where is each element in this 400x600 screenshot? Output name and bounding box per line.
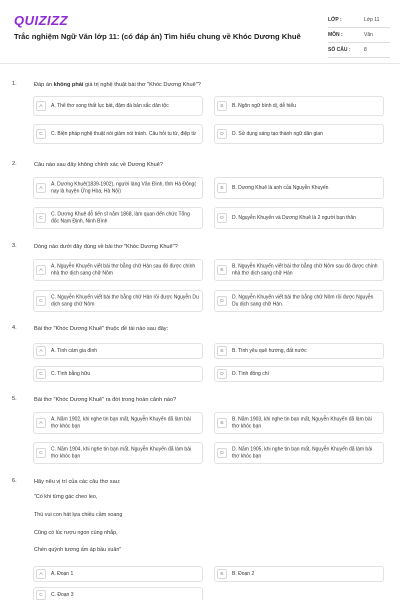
option-text: D. Tình đồng chí [232, 370, 269, 377]
question-number: 6. [12, 478, 17, 484]
q3-option-a[interactable] [33, 259, 203, 281]
option-letter: B [217, 265, 227, 275]
question-text-pre: Đáp án [34, 82, 54, 88]
option-letter: D [217, 213, 227, 223]
meta-count-value: 8 [364, 47, 367, 53]
q6-option-c[interactable] [33, 587, 203, 600]
option-text: D. Sử dụng sáng tạo thành ngữ dân gian [232, 130, 323, 137]
meta-subject-key: MÔN : [328, 32, 343, 38]
option-letter: C [36, 296, 46, 306]
option-letter: A [36, 183, 46, 193]
option-letter: C [36, 213, 46, 223]
option-text: B. Đoạn 2 [232, 570, 255, 577]
question-number: 5. [12, 396, 17, 402]
option-letter: C [36, 590, 46, 600]
option-text: C. Tình bằng hữu [51, 370, 91, 377]
q1-option-b[interactable] [214, 96, 384, 116]
q4-option-a[interactable] [33, 343, 203, 359]
option-text: A. Thể thơ song thất lục bát, đậm đà bản sắc dân tộc [51, 102, 169, 109]
q1-option-d[interactable] [214, 124, 384, 144]
option-text: C. Đoạn 3 [51, 591, 74, 598]
worksheet-title: Trắc nghiệm Ngữ Văn lớp 11: (có đáp án) Tìm hiểu chung về Khóc Dương Khuê [14, 32, 301, 41]
question-number: 3. [12, 243, 17, 249]
meta-grade-value: Lớp 11 [364, 17, 380, 23]
q1-option-c[interactable] [33, 124, 203, 144]
question-text: Bài thơ "Khóc Dương Khuê" ra đời trong hoàn cảnh nào? [34, 397, 177, 403]
q3-option-c[interactable] [33, 290, 203, 312]
verse-line: Cũng có lúc rượu ngon cùng nhắp, [34, 530, 118, 536]
meta-count-key: SỐ CÂU : [328, 47, 351, 53]
question-text: Dòng nào dưới đây đúng về bài thơ "Khóc Dương Khuê"? [34, 244, 178, 250]
option-text: A. Nguyễn Khuyến viết bài thơ bằng chữ Hán sau đó được chính nhà thơ dịch sang chữ Nôm [51, 263, 196, 276]
q6-option-a[interactable] [33, 566, 203, 582]
question-text: Câu nào sau đây không chính xác về Dương Khuê? [34, 162, 164, 168]
q3-option-d[interactable] [214, 290, 384, 312]
option-text: A. Dương Khuê(1839-1902), người làng Vân Đình, tỉnh Hà Đông( nay là huyện Ứng Hòa, Hà Nội) [51, 181, 197, 194]
option-letter: C [36, 369, 46, 379]
q6-option-b[interactable] [214, 566, 384, 582]
q2-option-c[interactable] [33, 207, 203, 229]
question-text-post: giá trị nghệ thuật bài thơ "Khóc Dương Khuê"? [83, 82, 201, 88]
option-letter: D [217, 129, 227, 139]
option-letter: A [36, 569, 46, 579]
verse-line: "Có khi từng gác cheo leo, [34, 494, 98, 500]
q4-option-c[interactable] [33, 366, 203, 382]
q2-option-d[interactable] [214, 207, 384, 229]
option-letter: A [36, 265, 46, 275]
option-letter: A [36, 346, 46, 356]
meta-subject [328, 29, 390, 43]
meta-grade [328, 14, 390, 28]
option-text: C. Nguyễn Khuyến viết bài thơ bằng chữ Hán rồi được Nguyễn Du dịch sang chữ Nôm [51, 294, 199, 307]
question-number: 1. [12, 81, 17, 87]
q5-option-b[interactable] [214, 412, 384, 434]
option-text: B. Tình yêu quê hương, đất nước [232, 347, 307, 354]
option-text: D. Năm 1905, khi nghe tin bạn mất, Nguyễn Khuyến đã làm bài thơ khóc bạn [232, 446, 373, 459]
option-text: A. Đoạn 1 [51, 570, 74, 577]
option-letter: B [217, 569, 227, 579]
question-number: 4. [12, 325, 17, 331]
option-letter: D [217, 296, 227, 306]
option-text: B. Ngôn ngữ bình dị, dễ hiểu [232, 102, 296, 109]
option-text: D. Nguyễn Khuyến và Dương Khuê là 2 người bạn thân [232, 214, 356, 221]
q2-option-b[interactable] [214, 177, 384, 199]
q5-option-c[interactable] [33, 442, 203, 464]
option-letter: A [36, 101, 46, 111]
option-text: B. Nguyễn Khuyến viết bài thơ bằng chữ Nôm sau đó được chính nhà thơ dịch sang chữ Hán [232, 263, 378, 276]
question-text-bold: không phải [53, 82, 84, 88]
q5-option-d[interactable] [214, 442, 384, 464]
q2-option-a[interactable] [33, 177, 203, 199]
option-text: B. Dương Khuê là anh của Nguyễn Khuyến [232, 184, 329, 191]
verse-line: Chén quỳnh tương ấm áp bầu xuân" [34, 547, 122, 553]
option-letter: B [217, 183, 227, 193]
option-text: C. Biện pháp nghệ thuật nói giảm nói tránh. Câu hỏi tu từ, điệp từ [51, 130, 197, 137]
option-text: D. Nguyễn Khuyến viết bài thơ bằng chữ Nôm rồi được Nguyễn Du dịch sang chữ Hán. [232, 294, 374, 307]
question-text: Hãy nêu vị trí của các câu thơ sau: [34, 479, 121, 485]
option-text: C. Dương Khuê đỗ tiến sĩ năm 1868, làm quan đến chức Tổng đốc Nam Định, Ninh Bình [51, 211, 190, 224]
option-letter: C [36, 129, 46, 139]
verse-line: Thú vui con hát lựa chiều cầm xoang [34, 512, 123, 518]
quizizz-logo: QUIZIZZ [14, 13, 69, 28]
question-text: Bài thơ "Khóc Dương Khuê" thuộc đề tài nào sau đây: [34, 326, 169, 332]
q1-option-a[interactable] [33, 96, 203, 116]
option-text: B. Năm 1903, khi nghe tin bạn mất, Nguyễn Khuyến đã làm bài thơ khóc bạn [232, 416, 372, 429]
q5-option-a[interactable] [33, 412, 203, 434]
q3-option-b[interactable] [214, 259, 384, 281]
option-letter: A [36, 418, 46, 428]
option-letter: C [36, 448, 46, 458]
option-letter: B [217, 101, 227, 111]
option-text: A. Tình cảm gia đình [51, 347, 98, 354]
question-text [34, 81, 374, 89]
meta-subject-value: Văn [364, 32, 373, 38]
option-letter: B [217, 346, 227, 356]
option-letter: D [217, 448, 227, 458]
q4-option-d[interactable] [214, 366, 384, 382]
option-text: C. Năm 1904, khi nghe tin bạn mất, Nguyễn Khuyến đã làm bài thơ khóc bạn [51, 446, 192, 459]
q4-option-b[interactable] [214, 343, 384, 359]
worksheet-header [0, 0, 400, 64]
option-text: A. Năm 1902, khi nghe tin bạn mất, Nguyễn Khuyến đã làm bài thơ khóc bạn [51, 416, 191, 429]
option-letter: D [217, 369, 227, 379]
meta-question-count [328, 44, 390, 58]
option-letter: B [217, 418, 227, 428]
meta-grade-key: LỚP : [328, 17, 342, 23]
question-number: 2. [12, 161, 17, 167]
